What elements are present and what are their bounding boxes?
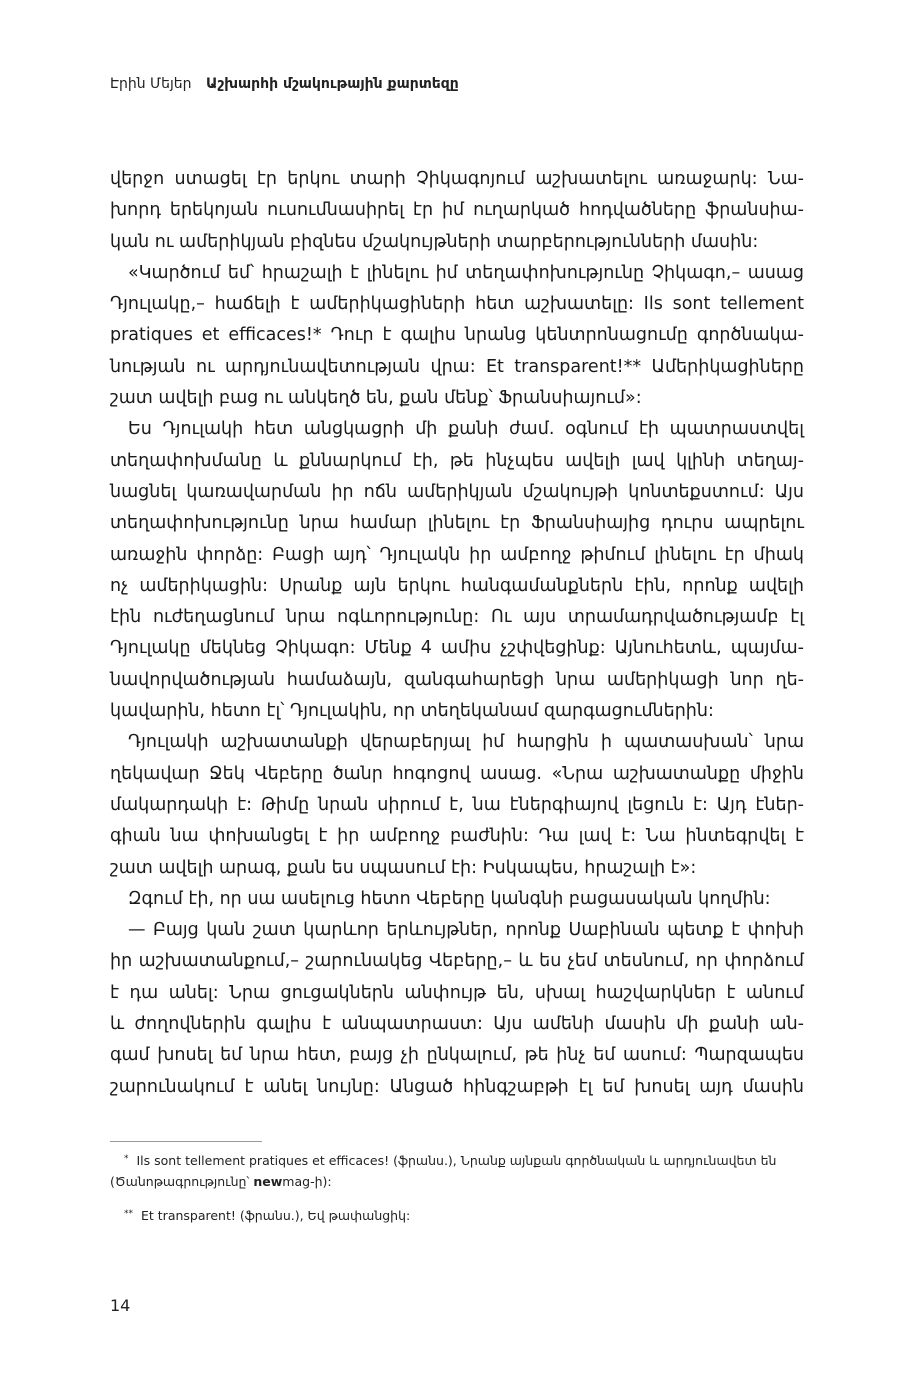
- text-line: pratiques et efficaces!* Դուր է գալիս նրանց կենտրոնացումը գործնակա-: [110, 325, 804, 346]
- text-line: նացնել կառավարման իր ոճն ամերիկյան մշակույթի կոնտեքստում: Այս: [110, 481, 804, 502]
- text-line: «Կարծում եմ՝ հրաշալի է լինելու իմ տեղափոխությունը Չիկագո,– ասաց: [128, 262, 804, 283]
- text-line: էին ուժեղացնում նրա ոգևորությունը: Ու այս տրամադրվածությամբ էլ: [110, 607, 804, 628]
- footnote-2: [110, 1204, 804, 1226]
- page-number: 14: [110, 1296, 131, 1315]
- text-line: Զգում էի, որ սա ասելուց հետո Վեբերը կանգնի բացասական կողմին:: [128, 888, 771, 909]
- body-text: [110, 164, 804, 1103]
- footnote-1-mark: *: [124, 1154, 129, 1164]
- text-line: Դյուլակը մեկնեց Չիկագո: Մենք 4 ամիս չշփվեցինք: Այնուհետև, պայմա-: [110, 638, 804, 659]
- text-line: առաջին փորձը: Բացի այդ՝ Դյուլակն իր ամբողջ թիմում լինելու էր միակ: [110, 544, 804, 565]
- footnote-1-credit-prefix: (Ծանոթագրությունը՝: [110, 1174, 254, 1189]
- text-line: կավարին, հետո էլ՝ Դյուլակին, որ տեղեկանամ զարգացումներին:: [110, 701, 714, 722]
- text-line: է դա անել: Նրա ցուցակներն անփույթ են, սխալ հաշվարկներ է անում: [110, 982, 804, 1003]
- footnote-1-text: Ils sont tellement pratiques et efficaces! (ֆրանս.), Նրանք այնքան գործնական և արդյունավետ են: [136, 1153, 777, 1168]
- text-line: — Բայց կան շատ կարևոր երևույթներ, որոնք Սաբինան պետք է փոխի: [128, 920, 804, 941]
- text-line: իր աշխատանքում,– շարունակեց Վեբերը,– և ես չեմ տեսնում, որ փորձում: [110, 951, 804, 972]
- text-line: գիան նա փոխանցել է իր ամբողջ բաժնին: Դա լավ է: Նա ինտեգրվել է: [110, 826, 804, 847]
- text-line: խորդ երեկոյան ուսումնասիրել էր իմ ուղարկած հոդվածները ֆրանսիա-: [110, 200, 804, 221]
- footnote-2-mark: **: [124, 1209, 133, 1219]
- footnote-1-continuation: [110, 1171, 804, 1192]
- running-head-author: Էրին Մեյեր: [110, 76, 192, 92]
- text-line: նավորվածության համաձայն, զանգահարեցի նրա ամերիկացի նոր ղե-: [110, 669, 804, 690]
- running-head: [110, 76, 459, 92]
- text-line: մակարդակի է: Թիմը նրան սիրում է, նա էներգիայով լեցուն է: Այդ էներ-: [110, 794, 804, 815]
- text-line: տեղափոխմանը և քննարկում էի, թե ինչպես ավելի լավ կլինի տեղայ-: [110, 450, 804, 471]
- footnotes: [110, 1149, 804, 1226]
- text-line: Դյուլակը,– հաճելի է ամերիկացիների հետ աշխատելը: Ils sont tellement: [110, 294, 804, 315]
- footnote-divider: [110, 1141, 262, 1142]
- text-line: և ժողովներին գալիս է անպատրաստ: Այս ամենի մասին մի քանի ան-: [110, 1014, 804, 1035]
- text-line: շատ ավելի բաց ու անկեղծ են, քան մենք՝ Ֆրանսիայում»:: [110, 388, 642, 409]
- footnote-2-text: Et transparent! (ֆրանս.), Եվ թափանցիկ:: [141, 1208, 411, 1223]
- text-line: գամ խոսել եմ նրա հետ, բայց չի ընկալում, թե ինչ եմ ասում: Պարզապես: [110, 1045, 804, 1066]
- text-line: նության ու արդյունավետության վրա: Et transparent!** Ամերիկացիները: [110, 356, 804, 377]
- text-line: կան ու ամերիկյան բիզնես մշակույթների տարբերությունների մասին:: [110, 231, 759, 252]
- text-line: ղեկավար Ջեկ Վեբերը ծանր հոգոցով ասաց. «Նրա աշխատանքը միջին: [110, 763, 804, 784]
- text-line: շարունակում է անել նույնը: Անցած հինգշաբթի էլ եմ խոսել այդ մասին: [110, 1076, 804, 1097]
- text-line: ոչ ամերիկացին: Սրանք այն երկու հանգամանքներն էին, որոնք ավելի: [110, 575, 804, 596]
- footnote-1: [110, 1149, 804, 1171]
- footnote-1-credit-suffix: mag-ի):: [282, 1174, 332, 1189]
- text-line: տեղափոխությունը նրա համար լինելու էր Ֆրանսիայից դուրս ապրելու: [110, 513, 804, 534]
- text-line: շատ ավելի արագ, քան ես սպասում էի: Իսկապես, հրաշալի է»:: [110, 857, 697, 878]
- text-line: Ես Դյուլակի հետ անցկացրի մի քանի ժամ. օգնում էի պատրաստվել: [128, 419, 804, 440]
- text-line: Դյուլակի աշխատանքի վերաբերյալ իմ հարցին ի պատասխան՝ նրա: [128, 732, 804, 753]
- footnote-1-credit-bold: new: [253, 1174, 283, 1189]
- text-line: վերջո ստացել էր երկու տարի Չիկագոյում աշխատելու առաջարկ: Նա-: [110, 169, 804, 189]
- running-head-title: Աշխարհի մշակութային քարտեզը: [206, 76, 459, 92]
